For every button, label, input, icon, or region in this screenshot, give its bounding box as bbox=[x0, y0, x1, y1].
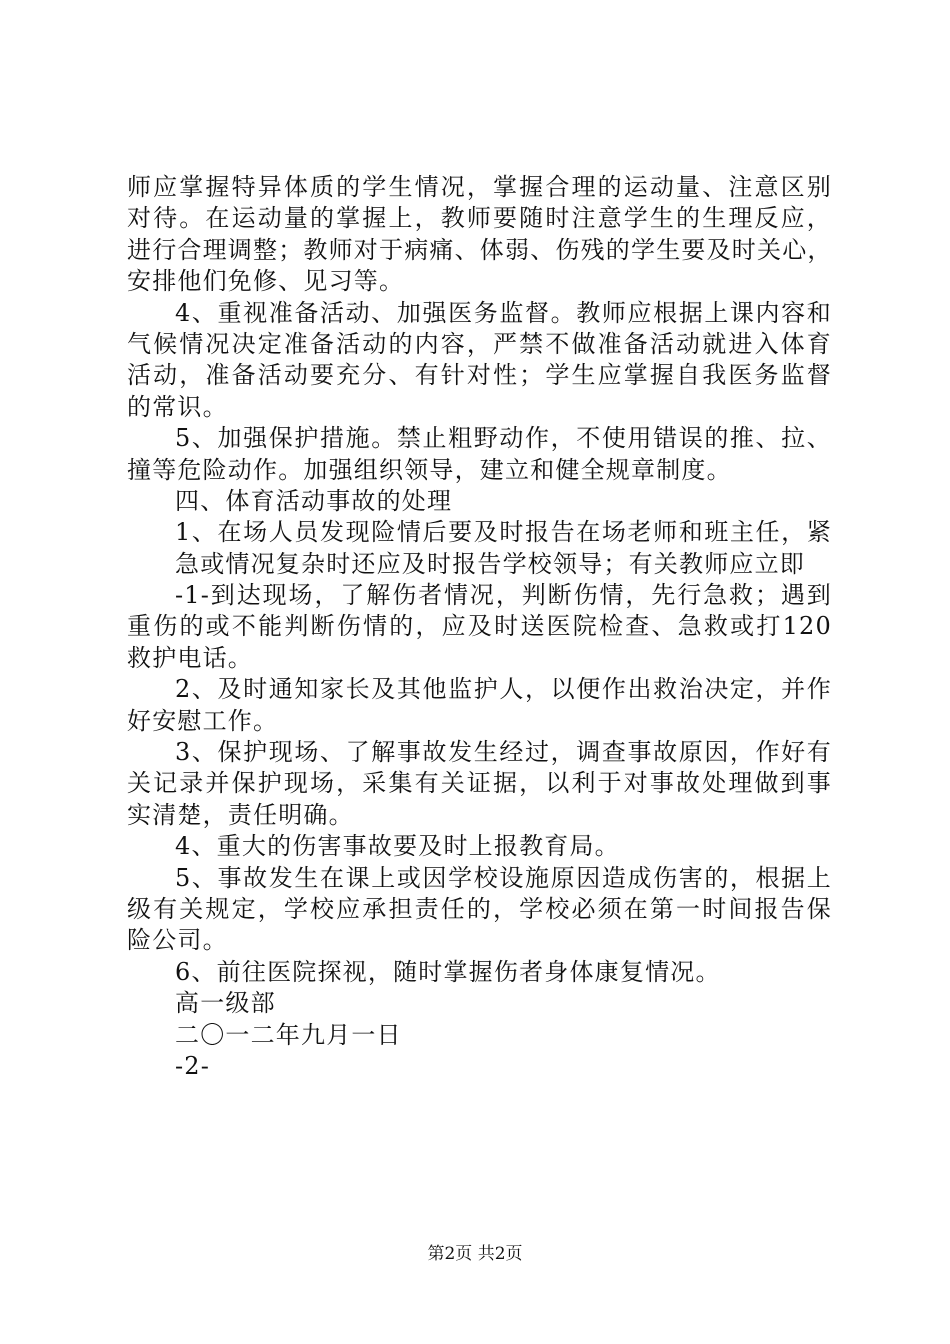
text-line: 进行合理调整；教师对于病痛、体弱、伤残的学生要及时关心， bbox=[127, 235, 833, 264]
text-line: 活动，准备活动要充分、有针对性；学生应掌握自我医务监督 bbox=[127, 361, 832, 390]
text-line: 对待。在运动量的掌握上，教师要随时注意学生的生理反应， bbox=[127, 204, 832, 233]
text-line: 险公司。 bbox=[127, 926, 228, 955]
inline-page-number: -2- bbox=[175, 1051, 211, 1080]
text-line: 的常识。 bbox=[127, 392, 228, 421]
page-footer bbox=[0, 1244, 950, 1264]
signature-department: 高一级部 bbox=[175, 989, 276, 1018]
text-line: 4、重视准备活动、加强医务监督。教师应根据上课内容和 bbox=[175, 298, 832, 327]
text-line: 师应掌握特异体质的学生情况，掌握合理的运动量、注意区别 bbox=[127, 173, 832, 201]
text-line: 3、保护现场、了解事故发生经过，调查事故原因，作好有 bbox=[175, 738, 832, 767]
text-line: 重伤的或不能判断伤情的，应及时送医院检查、急救或打120 bbox=[127, 612, 832, 641]
text-line: 气候情况决定准备活动的内容，严禁不做准备活动就进入体育 bbox=[127, 329, 832, 358]
text-line: 级有关规定，学校应承担责任的，学校必须在第一时间报告保 bbox=[127, 894, 832, 923]
text-line: 实清楚，责任明确。 bbox=[127, 800, 354, 829]
document-body bbox=[127, 172, 832, 1082]
section-heading: 四、体育活动事故的处理 bbox=[175, 486, 453, 515]
text-line: 4、重大的伤害事故要及时上报教育局。 bbox=[175, 832, 620, 861]
signature-date: 二〇一二年九月一日 bbox=[175, 1020, 402, 1049]
text-line: 关记录并保护现场，采集有关证据，以利于对事故处理做到事 bbox=[127, 769, 832, 798]
text-line: -1-到达现场，了解伤者情况，判断伤情，先行急救；遇到 bbox=[175, 581, 832, 610]
text-line: 安排他们免修、见习等。 bbox=[127, 267, 405, 296]
text-line: 好安慰工作。 bbox=[127, 706, 279, 735]
text-line: 急或情况复杂时还应及时报告学校领导；有关教师应立即 bbox=[175, 549, 805, 578]
text-line: 2、及时通知家长及其他监护人，以便作出救治决定，并作 bbox=[175, 675, 832, 704]
text-line: 5、加强保护措施。禁止粗野动作，不使用错误的推、拉、 bbox=[175, 424, 832, 453]
text-line: 1、在场人员发现险情后要及时报告在场老师和班主任，紧 bbox=[175, 518, 832, 547]
text-line: 5、事故发生在课上或因学校设施原因造成伤害的，根据上 bbox=[175, 863, 832, 892]
text-line: 撞等危险动作。加强组织领导，建立和健全规章制度。 bbox=[127, 455, 732, 484]
text-line: 6、前往医院探视，随时掌握伤者身体康复情况。 bbox=[175, 957, 721, 986]
text-line: 救护电话。 bbox=[127, 643, 253, 672]
page-indicator: 第2页 共2页 bbox=[427, 1244, 523, 1264]
